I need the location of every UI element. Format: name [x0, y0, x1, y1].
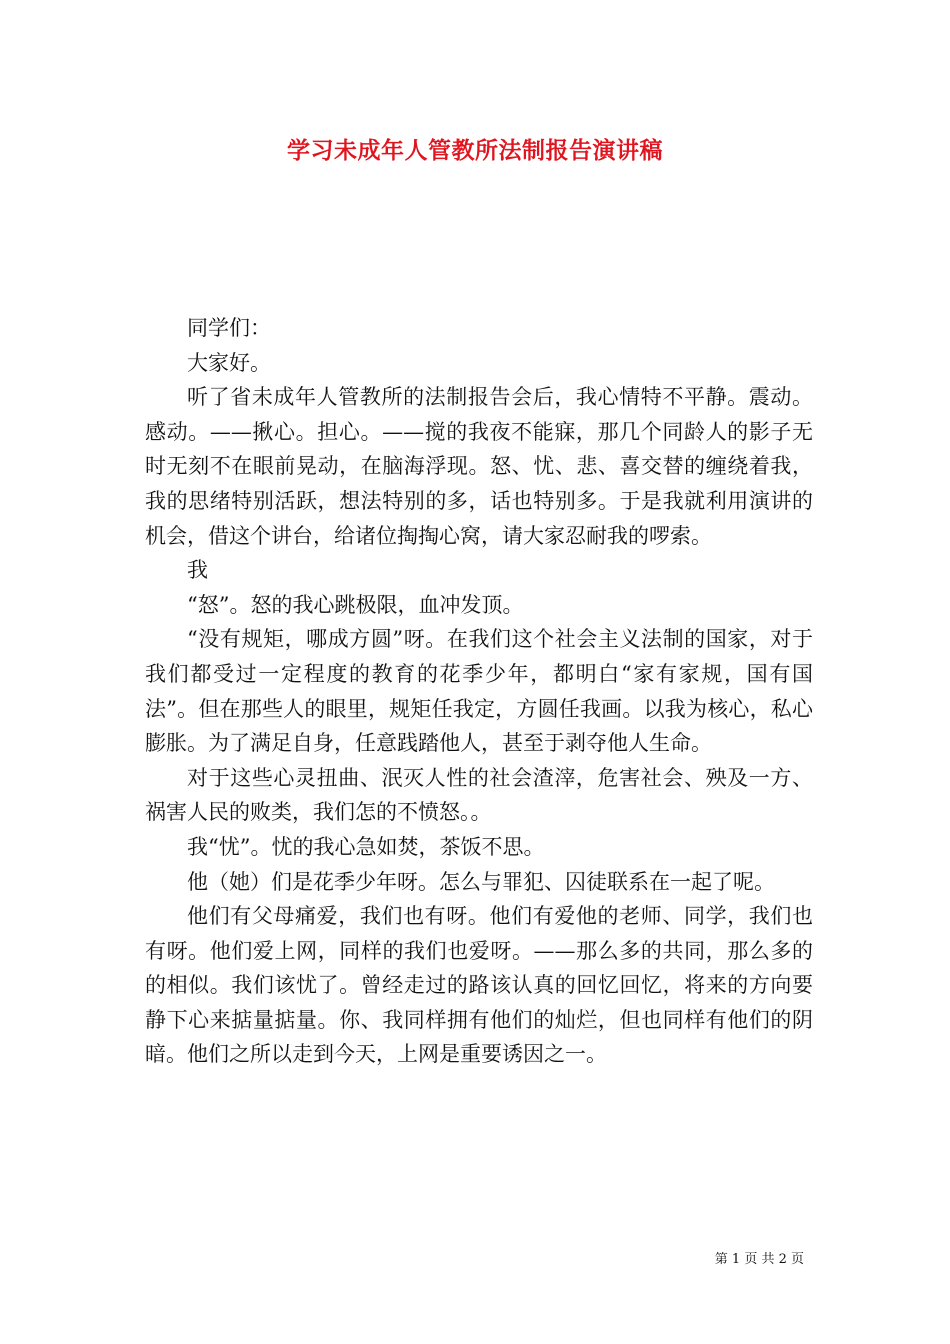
paragraph: 对于这些心灵扭曲、泯灭人性的社会渣滓，危害社会、殃及一方、祸害人民的败类，我们怎的不愤怒。。 — [145, 765, 813, 825]
paragraph: 大家好。 — [187, 350, 271, 375]
paragraph: “怒”。怒的我心跳极限，血冲发顶。 — [187, 592, 524, 617]
page-number-footer: 第 1 页 共 2 页 — [714, 1252, 804, 1267]
paragraph: 他（她）们是花季少年呀。怎么与罪犯、囚徒联系在一起了呢。 — [187, 869, 775, 894]
paragraph: “没有规矩，哪成方圆”呀。在我们这个社会主义法制的国家，对于我们都受过一定程度的教育的花季少年，都明白“家有家规，国有国法”。但在那些人的眼里，规矩任我定，方圆任我画。以我为核心，私心膨胀。为了满足自身，任意践踏他人，甚至于剥夺他人生命。 — [145, 627, 813, 756]
paragraph: 同学们： — [187, 316, 271, 340]
document-title: 学习未成年人管教所法制报告演讲稿 — [287, 137, 663, 164]
paragraph: 我“忧”。忧的我心急如焚，茶饭不思。 — [187, 834, 545, 859]
paragraph: 听了省未成年人管教所的法制报告会后，我心情特不平静。震动。感动。——揪心。担心。——搅的我夜不能寐，那几个同龄人的影子无时无刻不在眼前晃动，在脑海浮现。怒、忧、悲、喜交替的缠绕着我，我的思绪特别活跃，想法特别的多，话也特别多。于是我就利用演讲的机会，借这个讲台，给诸位掏掏心窝，请大家忍耐我的啰索。 — [145, 385, 813, 548]
paragraph: 他们有父母痛爱，我们也有呀。他们有爱他的老师、同学，我们也有呀。他们爱上网，同样的我们也爱呀。——那么多的共同，那么多的的相似。我们该忧了。曾经走过的路该认真的回忆回忆，将来的方向要静下心来掂量掂量。你、我同样拥有他们的灿烂，但也同样有他们的阴暗。他们之所以走到今天，上网是重要诱因之一。 — [145, 904, 813, 1067]
document-body — [145, 311, 813, 1072]
paragraph: 我 — [187, 558, 208, 583]
